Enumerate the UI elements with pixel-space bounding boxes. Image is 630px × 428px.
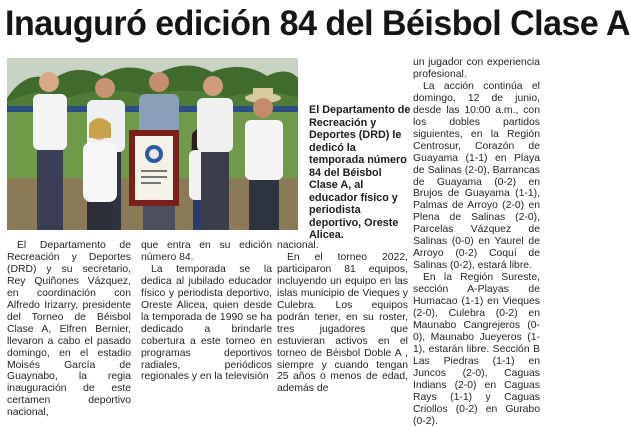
paragraph: El Departamento de Recreación y Deportes (DRD) y su secretario, Rey Quiñones Vázquez, en coordinación con Alfredo Irizarry, presidente del Torneo de Béisbol Clase A, Elfren Bernier, llevaron a cabo el pasado domingo, en el estadio Moisés García de Guaynabo, la regia inauguración de este certamen deportivo nacional,: [7, 240, 131, 419]
article-column-2: [141, 240, 272, 410]
article-column-4: [413, 57, 540, 427]
paragraph: En la Región Sureste, sección A-Playas de Humacao (1-1) en Vieques (2-0), Culebra (0-2) en Maunabo Cangrejeros (0-0), Maunabo Jueyeros (1-1), estarán libre. Sección B Las Piedras (1-1) en Juncos (2-0), Caguas Indians (2-0) en Caguas Rays (1-1) y Caguas Criollos (0-2) en Gurabo (0-2).: [413, 272, 540, 427]
paragraph: La acción continúa el domingo, 12 de junio, desde las 10:00 a.m., con los dobles partidos siguientes, en la Región Centrosur, Corazón de Guayama (1-1) en Playa de Salinas (2-0), Barrancas de Guayama (0-2) en Brujos de Guayama (1-1), Palmas de Arroyo (2-0) en Plena de Salinas (2-0), Parcelas Vázquez de Salinas (0-0) en Yaurel de Arroyo (0-2) Coquí de Salinas (0-2), estará libre.: [413, 80, 540, 272]
headline: Inauguró edición 84 del Béisbol Clase A: [5, 4, 630, 43]
paragraph: que entra en su edición número 84.: [141, 240, 272, 263]
paragraph: nacional.: [277, 240, 319, 251]
photo-caption: El Departamento de Recreación y Deportes (DRD) le dedicó la temporada número 84 del Béisbol Clase A, al educador físico y periodista deportivo, Oreste Alicea.: [309, 104, 411, 241]
article-column-3: [277, 240, 408, 410]
paragraph: La temporada se la dedica al jubilado educador físico y periodista deportivo, Oreste Alicea, quien desde la temporada de 1990 se ha dedicado a brindarle cobertura a este torneo en programas deportivos radiales, periódicos regionales y en la televisión: [141, 263, 272, 383]
paragraph: un jugador con experiencia profesional.: [413, 57, 540, 80]
paragraph: En el torneo 2022, participaron 81 equipos, incluyendo un equipo en las islas municipio de Vieques y Culebra. Los equipos podrán tener, en su roster, tres jugadores que estuvieran activos en el torneo de Béisbol Doble A , siempre y cuando tengan 25 años o menos de edad, además de: [277, 251, 408, 395]
article-column-1: [7, 240, 131, 419]
news-photo: [7, 58, 298, 230]
